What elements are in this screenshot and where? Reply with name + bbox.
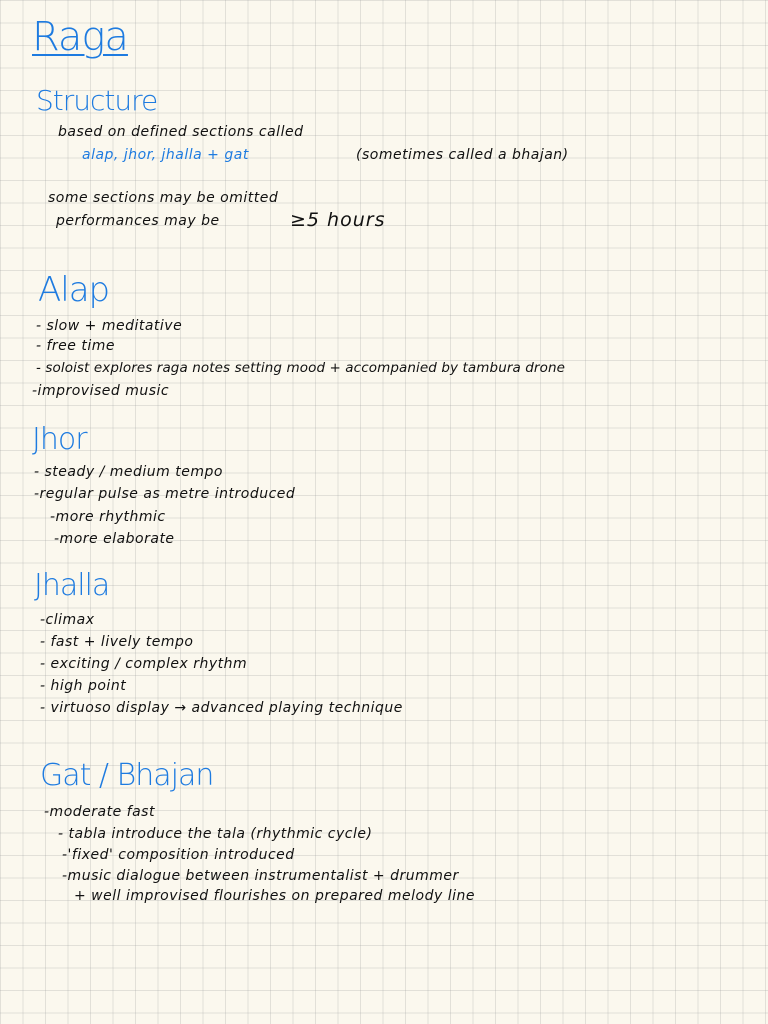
jhor-item-4: -more elaborate <box>54 531 175 547</box>
page-title: Raga <box>32 14 128 60</box>
jhor-item-2: -regular pulse as metre introduced <box>34 486 296 502</box>
jhor-item-3: -more rhythmic <box>50 509 166 525</box>
structure-line-4b: ≥5 hours <box>290 209 386 231</box>
alap-item-2: - free time <box>36 338 115 354</box>
alap-item-1: - slow + meditative <box>36 318 183 334</box>
jhalla-item-1: -climax <box>40 612 95 628</box>
jhor-item-1: - steady / medium tempo <box>34 464 223 480</box>
jhalla-item-5: - virtuoso display → advanced playing technique <box>40 700 403 716</box>
jhalla-item-3: - exciting / complex rhythm <box>40 656 248 672</box>
alap-heading: Alap <box>38 270 110 310</box>
gat-item-5: + well improvised flourishes on prepared melody line <box>74 888 475 904</box>
structure-line-1: based on defined sections called <box>58 124 304 140</box>
gat-heading: Gat / Bhajan <box>40 758 214 793</box>
structure-heading: Structure <box>36 84 158 117</box>
structure-line-4a: performances may be <box>56 213 220 229</box>
structure-sections: alap, jhor, jhalla + gat <box>82 147 249 163</box>
gat-item-1: -moderate fast <box>44 804 155 820</box>
gat-item-2: - tabla introduce the tala (rhythmic cycle) <box>58 826 373 842</box>
structure-line-3: some sections may be omitted <box>48 190 279 206</box>
jhalla-item-4: - high point <box>40 678 127 694</box>
jhalla-heading: Jhalla <box>34 568 110 603</box>
jhor-heading: Jhor <box>32 422 87 457</box>
alap-item-3: - soloist explores raga notes setting mood + accompanied by tambura drone <box>36 360 566 376</box>
gat-item-3: -'fixed' composition introduced <box>62 847 295 863</box>
alap-item-4: -improvised music <box>32 383 170 399</box>
gat-item-4: -music dialogue between instrumentalist + drummer <box>62 868 459 884</box>
jhalla-item-2: - fast + lively tempo <box>40 634 194 650</box>
structure-bhajan-note: (sometimes called a bhajan) <box>356 147 569 163</box>
